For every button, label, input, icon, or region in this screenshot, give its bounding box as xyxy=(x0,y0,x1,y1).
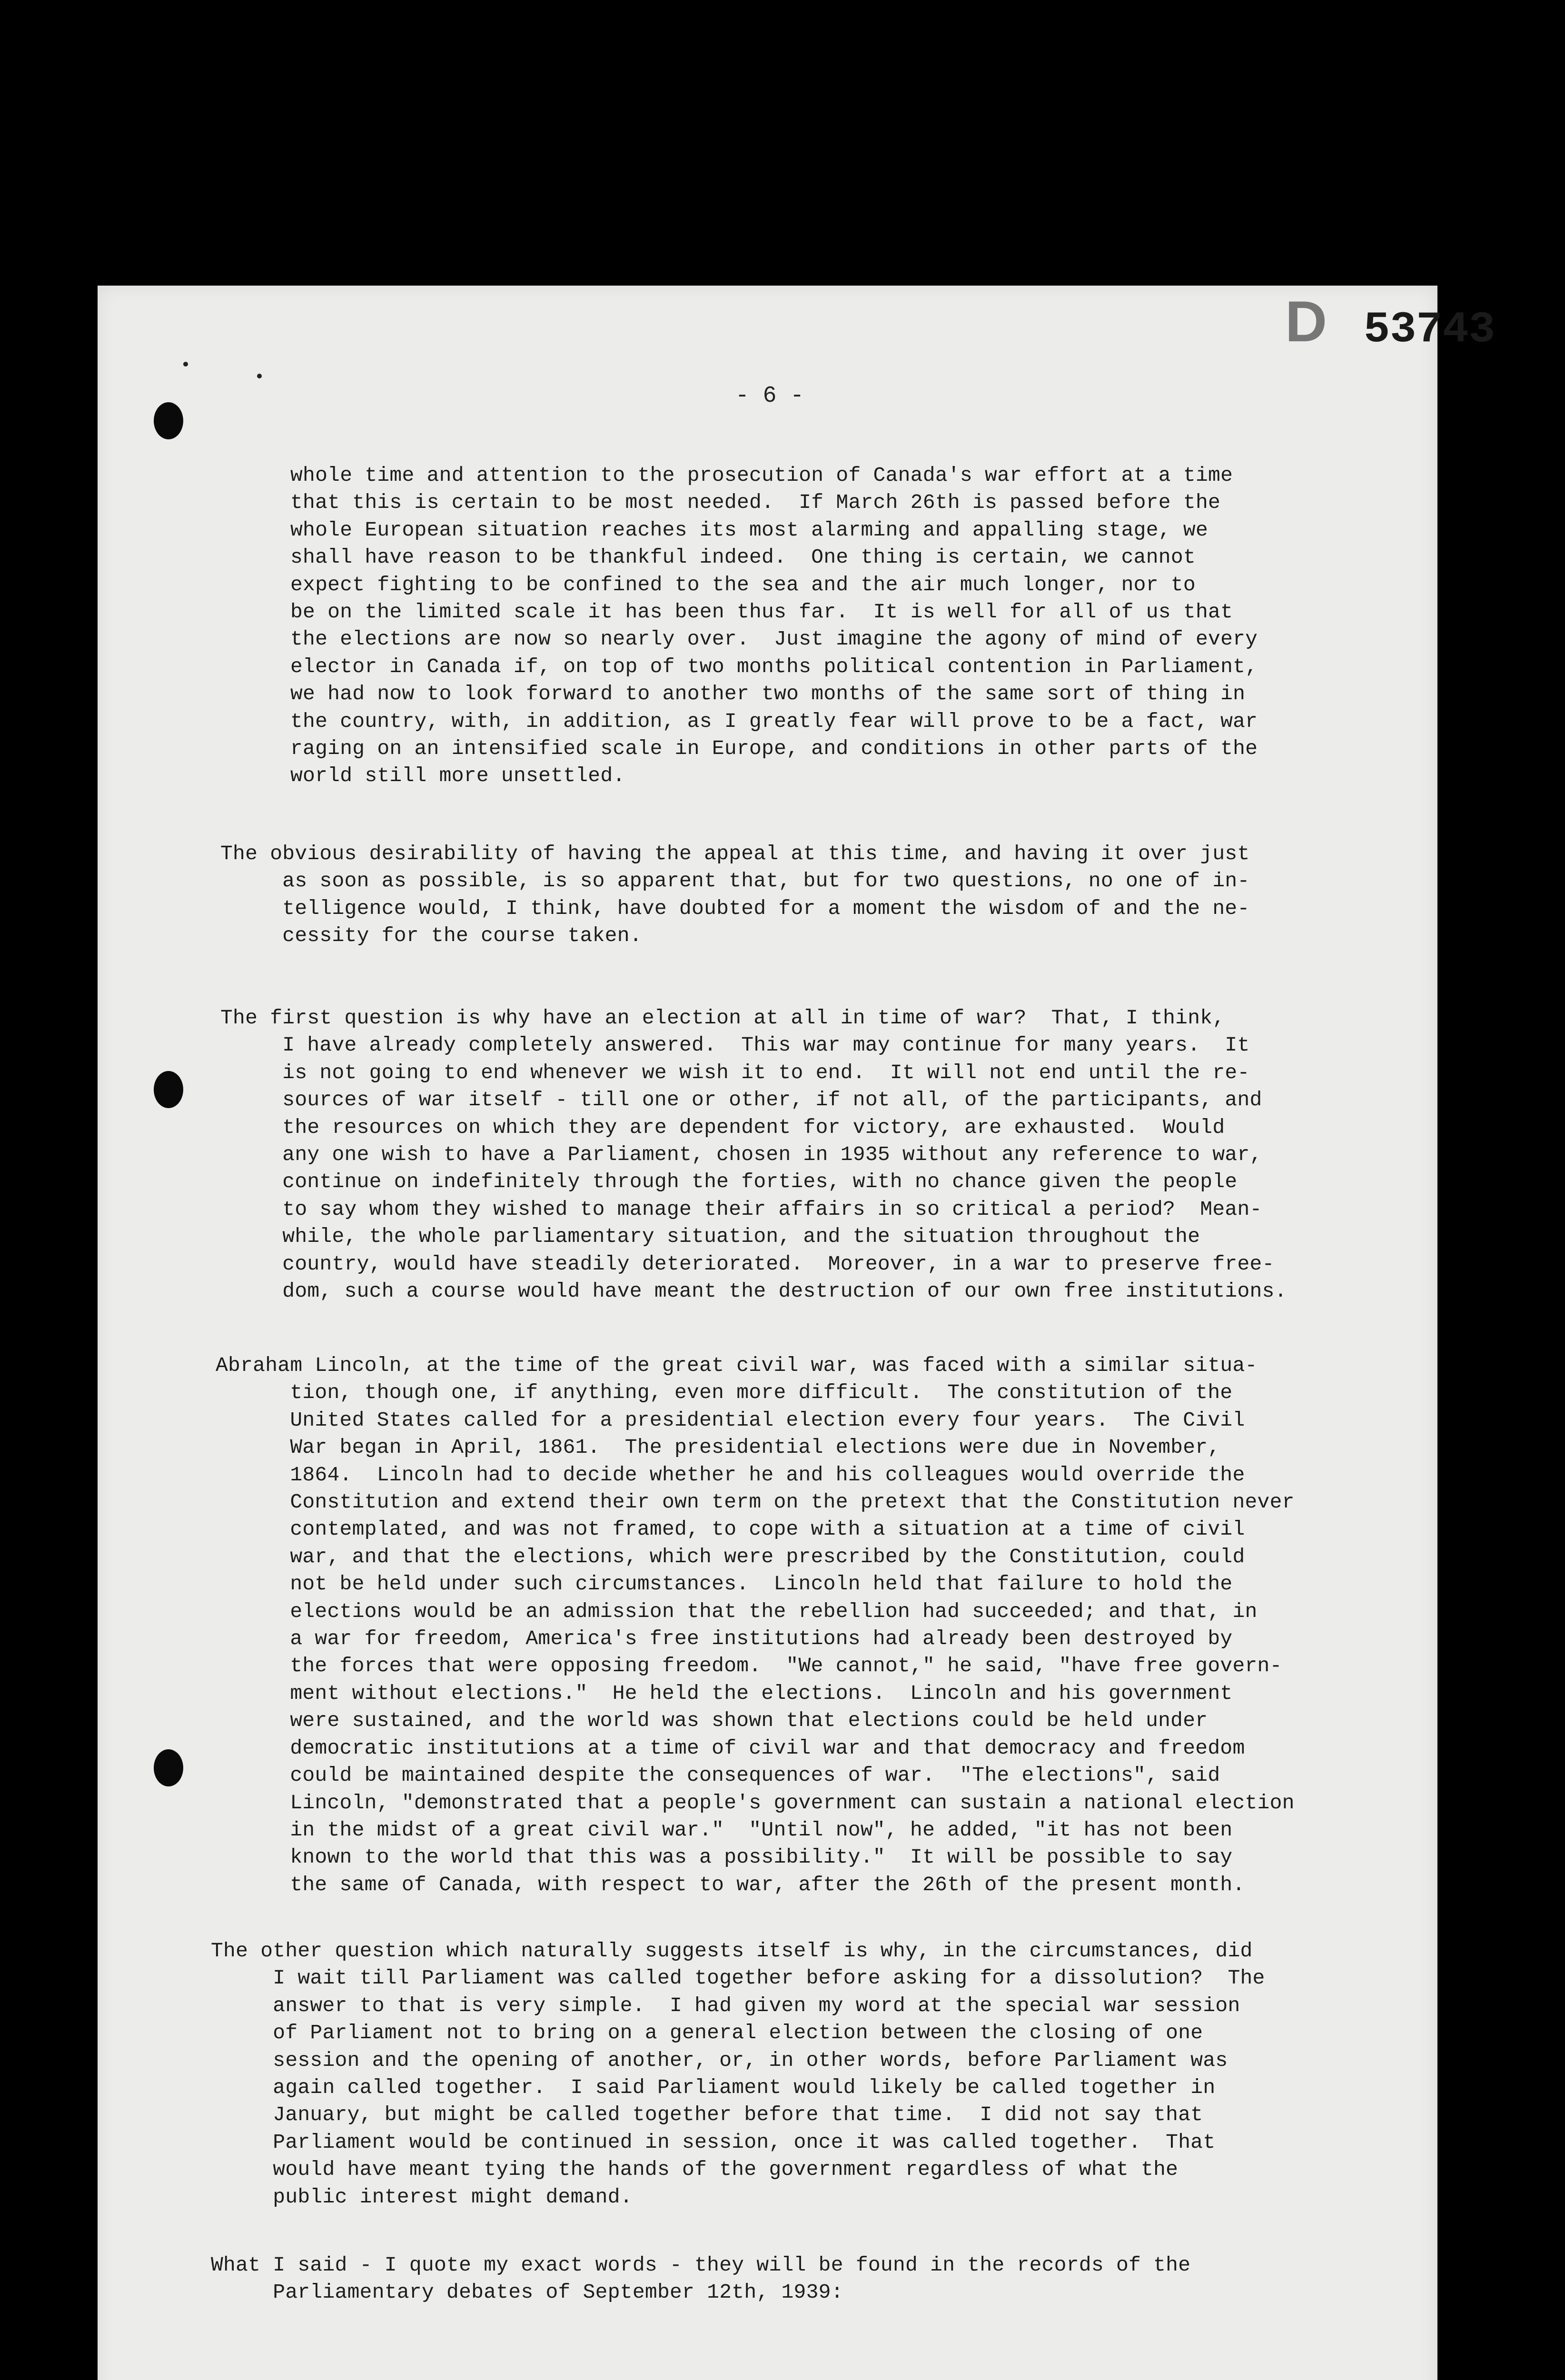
paper-speck xyxy=(257,374,262,378)
paragraph-war-effort: whole time and attention to the prosecution of Canada's war effort at a time that this is certain to be most needed. If March 26th is passed before the whole European situation reaches its most alarming and appalling stage, we shall have reason to be thankful indeed. One thing is certain, we cannot expect fighting to be confined to the sea and the air much longer, nor to be on the limited scale it has been thus far. It is well for all of us that the elections are now so nearly over. Just imagine the agony of mind of every elector in Canada if, on top of two months political contention in Parliament, we had now to look forward to another two months of the same sort of thing in the country, with, in addition, as I greatly fear will prove to be a fact, war raging on an intensified scale in Europe, and conditions in other parts of the world still more unsettled. xyxy=(290,464,1258,788)
paragraph-quote-intro: What I said - I quote my exact words - they will be found in the records of the Parliamentary debates of September 12th, 1939: xyxy=(211,2253,1191,2304)
paragraph-first-question: The first question is why have an election at all in time of war? That, I think, I have already completely answered. This war may continue for many years. It is not going to end whenever we wish it to end. It will not end until the re- sources of war itself - till one or other, if not all, of the participants, and the resources on which they are dependent for victory, are exhausted. Would any one wish to have a Parliament, chosen in 1935 without any reference to war, continue on indefinitely through the forties, with no chance given the people to say whom they wished to manage their affairs in so critical a period? Mean- while, the whole parliamentary situation, and the situation throughout the country, would have steadily deteriorated. Moreover, in a war to preserve free- dom, such a course would have meant the destruction of our own free institutions. xyxy=(220,1006,1287,1303)
document-page xyxy=(98,286,1496,2380)
document-stamp-number: 53743 xyxy=(1364,305,1496,355)
paragraph-other-question: The other question which naturally suggests itself is why, in the circumstances, did I wait till Parliament was called together before asking for a dissolution? The answer to that is very simple. I had given my word at the special war session of Parliament not to bring on a general election between the closing of one session and the opening of another, or, in other words, before Parliament was again called together. I said Parliament would likely be called together in January, but might be called together before that time. I did not say that Parliament would be continued in session, once it was called together. That would have meant tying the hands of the government regardless of what the public interest might demand. xyxy=(211,1939,1265,2209)
punch-hole xyxy=(154,1071,183,1108)
paragraph-abraham-lincoln: Abraham Lincoln, at the time of the great civil war, was faced with a similar situa- tion, though one, if anything, even more difficult. The constitution of the United States called for a presidential election every four years. The Civil War began in April, 1861. The presidential elections were due in November, 1864. Lincoln had to decide whether he and his colleagues would override the Constitution and extend their own term on the pretext that the Constitution never contemplated, and was not framed, to cope with a situation at a time of civil war, and that the elections, which were prescribed by the Constitution, could not be held under such circumstances. Lincoln held that failure to hold the elections would be an admission that the rebellion had succeeded; and that, in a war for freedom, America's free institutions had already been destroyed by the forces that were opposing freedom. "We cannot," he said, "have free govern- ment without elections." He held the elections. Lincoln and his government were sustained, and the world was shown that elections could be held under democratic institutions at a time of civil war and that democracy and freedom could be maintained despite the consequences of war. "The elections", said Lincoln, "demonstrated that a people's government can sustain a national election in the midst of a great civil war." "Until now", he added, "it has not been known to the world that this was a possibility." It will be possible to say the same of Canada, with respect to war, after the 26th of the present month. xyxy=(216,1354,1295,1896)
punch-hole xyxy=(154,1749,183,1786)
punch-hole xyxy=(154,402,183,439)
paper-speck xyxy=(183,362,188,367)
page-number: - 6 - xyxy=(735,383,804,409)
paragraph-desirability: The obvious desirability of having the appeal at this time, and having it over just as soon as possible, is so apparent that, but for two questions, no one of in- telligence would, I think, have doubted for a moment the wisdom of and the ne- cessity for the course taken. xyxy=(220,842,1250,948)
document-series-letter: D xyxy=(1285,289,1328,354)
